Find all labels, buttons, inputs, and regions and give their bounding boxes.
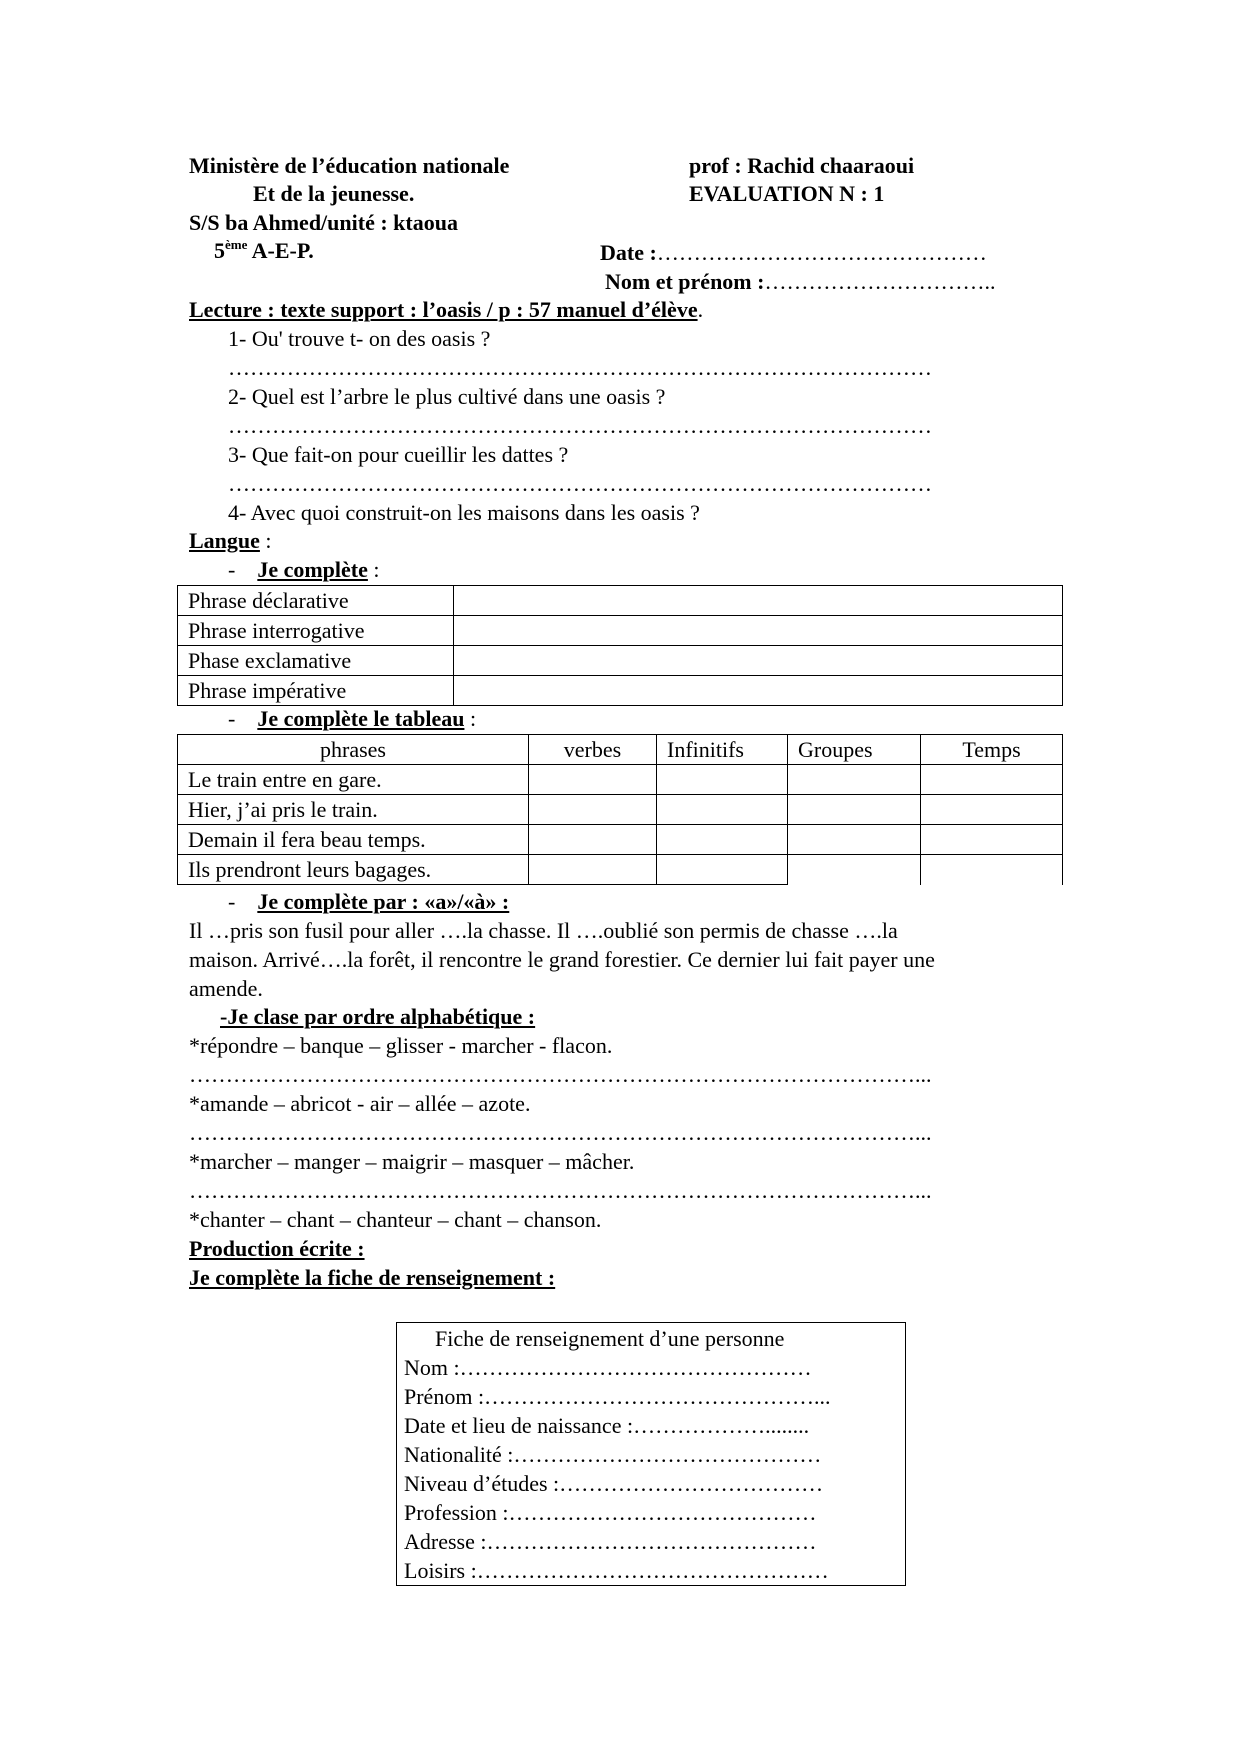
tense-cell[interactable]	[921, 855, 1063, 885]
aa-title: Je complète par : «a»/«à» :	[257, 889, 510, 914]
evaluation-title: EVALUATION N : 1	[689, 181, 885, 206]
phrase-cell: Hier, j’ai pris le train.	[178, 795, 529, 825]
level-rest: A-E-P.	[247, 238, 314, 263]
table-row	[178, 765, 1063, 795]
complete-colon: :	[367, 557, 380, 582]
answer-line-1[interactable]: ……………………………………………………………………………………	[228, 355, 932, 380]
table-colon: :	[464, 706, 477, 731]
complete-title: Je complète	[257, 557, 368, 582]
verb-cell[interactable]	[529, 825, 657, 855]
verb-cell[interactable]	[529, 855, 657, 885]
answer-cell[interactable]	[454, 586, 1063, 616]
level-superscript: ème	[225, 236, 248, 252]
tense-cell[interactable]	[921, 795, 1063, 825]
phrase-type-label: Phase exclamative	[178, 646, 454, 676]
table-row	[178, 586, 1063, 616]
question-3: 3- Que fait-on pour cueillir les dattes ?	[228, 442, 569, 467]
infinitive-cell[interactable]	[657, 855, 788, 885]
date-line	[600, 239, 987, 267]
alpha-item-1: *répondre – banque – glisser - marcher - flacon.	[189, 1033, 613, 1058]
alpha-answer-2[interactable]: ………………………………………………………………………………………...	[189, 1120, 932, 1145]
phrase-type-label: Phrase impérative	[178, 676, 454, 706]
level-number: 5	[214, 238, 225, 263]
table-row	[178, 616, 1063, 646]
tense-cell[interactable]	[921, 765, 1063, 795]
answer-cell[interactable]	[454, 676, 1063, 706]
table-row	[178, 646, 1063, 676]
alpha-item-4: *chanter – chant – chanteur – chant – chanson.	[189, 1207, 602, 1232]
fiche-prenom-field[interactable]: Prénom :………………………………………...	[404, 1384, 831, 1409]
phrase-type-label: Phrase déclarative	[178, 586, 454, 616]
level-line	[214, 237, 314, 265]
table-title: Je complète le tableau	[257, 706, 465, 731]
header-groupes: Groupes	[788, 735, 921, 765]
header-phrases: phrases	[178, 735, 529, 765]
aa-text-line-1: Il …pris son fusil pour aller ….la chasse. Il ….oublié son permis de chasse ….la	[189, 918, 898, 943]
ministry-line: Ministère de l’éducation nationale	[189, 153, 510, 178]
header-verbes: verbes	[529, 735, 657, 765]
school-line: S/S ba Ahmed/unité : ktaoua	[189, 210, 458, 235]
table-row	[178, 825, 1063, 855]
ministry-line-2: Et de la jeunesse.	[253, 181, 415, 206]
lecture-title: Lecture : texte support : l’oasis / p : 57 manuel d’élève	[189, 297, 698, 322]
verbs-table	[177, 734, 1063, 885]
infinitive-cell[interactable]	[657, 795, 788, 825]
infinitive-cell[interactable]	[657, 765, 788, 795]
aa-text-line-3: amende.	[189, 976, 263, 1001]
bullet-dash: -	[228, 889, 236, 914]
fiche-profession-field[interactable]: Profession :……………………………………	[404, 1500, 817, 1525]
table-row	[178, 676, 1063, 706]
fiche-nationalite-field[interactable]: Nationalité :……………………………………	[404, 1442, 822, 1467]
langue-title: Langue	[189, 528, 260, 553]
name-line	[605, 268, 995, 296]
answer-line-3[interactable]: ……………………………………………………………………………………	[228, 471, 932, 496]
aa-heading	[228, 888, 509, 916]
group-cell[interactable]	[788, 825, 921, 855]
fiche-nom-field[interactable]: Nom :…………………………………………	[404, 1355, 812, 1380]
phrase-types-table	[177, 585, 1063, 706]
group-cell[interactable]	[788, 795, 921, 825]
name-label: Nom et prénom :	[605, 269, 765, 294]
production-subtitle: Je complète la fiche de renseignement :	[189, 1265, 556, 1290]
fiche-adresse-field[interactable]: Adresse :………………………………………	[404, 1529, 817, 1554]
infinitive-cell[interactable]	[657, 825, 788, 855]
aa-text-line-2: maison. Arrivé….la forêt, il rencontre le grand forestier. Ce dernier lui fait payer une	[189, 947, 935, 972]
verb-cell[interactable]	[529, 765, 657, 795]
header-temps: Temps	[921, 735, 1063, 765]
answer-cell[interactable]	[454, 616, 1063, 646]
group-cell[interactable]	[788, 765, 921, 795]
complete-heading	[228, 556, 380, 584]
date-field[interactable]: ………………………………………	[656, 240, 987, 265]
bullet-dash: -	[228, 706, 236, 731]
name-field[interactable]: …………………………..	[764, 269, 996, 294]
alpha-answer-3[interactable]: ………………………………………………………………………………………...	[189, 1178, 932, 1203]
header-infinitifs: Infinitifs	[657, 735, 788, 765]
table-row	[178, 795, 1063, 825]
question-1: 1- Ou' trouve t- on des oasis ?	[228, 326, 491, 351]
production-title: Production écrite :	[189, 1236, 365, 1261]
question-2: 2- Quel est l’arbre le plus cultivé dans une oasis ?	[228, 384, 666, 409]
lecture-period: .	[697, 297, 704, 322]
fiche-niveau-field[interactable]: Niveau d’études :………………………………	[404, 1471, 824, 1496]
answer-cell[interactable]	[454, 646, 1063, 676]
langue-colon: :	[259, 528, 272, 553]
alpha-title: -Je clase par ordre alphabétique :	[220, 1004, 536, 1029]
table-header-row	[178, 735, 1063, 765]
verb-cell[interactable]	[529, 795, 657, 825]
langue-heading	[189, 527, 272, 555]
table-heading	[228, 705, 476, 733]
date-label: Date :	[600, 240, 657, 265]
question-4: 4- Avec quoi construit-on les maisons dans les oasis ?	[228, 500, 700, 525]
tense-cell[interactable]	[921, 825, 1063, 855]
group-cell[interactable]	[788, 855, 921, 885]
prof-line: prof : Rachid chaaraoui	[689, 153, 915, 178]
alpha-item-2: *amande – abricot - air – allée – azote.	[189, 1091, 531, 1116]
bullet-dash: -	[228, 557, 236, 582]
fiche-title: Fiche de renseignement d’une personne	[435, 1326, 785, 1351]
fiche-loisirs-field[interactable]: Loisirs :…………………………………………	[404, 1558, 829, 1583]
phrase-cell: Demain il fera beau temps.	[178, 825, 529, 855]
fiche-naissance-field[interactable]: Date et lieu de naissance :………………........	[404, 1413, 810, 1438]
alpha-item-3: *marcher – manger – maigrir – masquer – mâcher.	[189, 1149, 635, 1174]
lecture-heading	[189, 296, 703, 324]
table-row	[178, 855, 1063, 885]
phrase-cell: Le train entre en gare.	[178, 765, 529, 795]
fiche-box	[396, 1322, 906, 1586]
phrase-type-label: Phrase interrogative	[178, 616, 454, 646]
answer-line-2[interactable]: ……………………………………………………………………………………	[228, 413, 932, 438]
phrase-cell: Ils prendront leurs bagages.	[178, 855, 529, 885]
alpha-answer-1[interactable]: ………………………………………………………………………………………...	[189, 1062, 932, 1087]
